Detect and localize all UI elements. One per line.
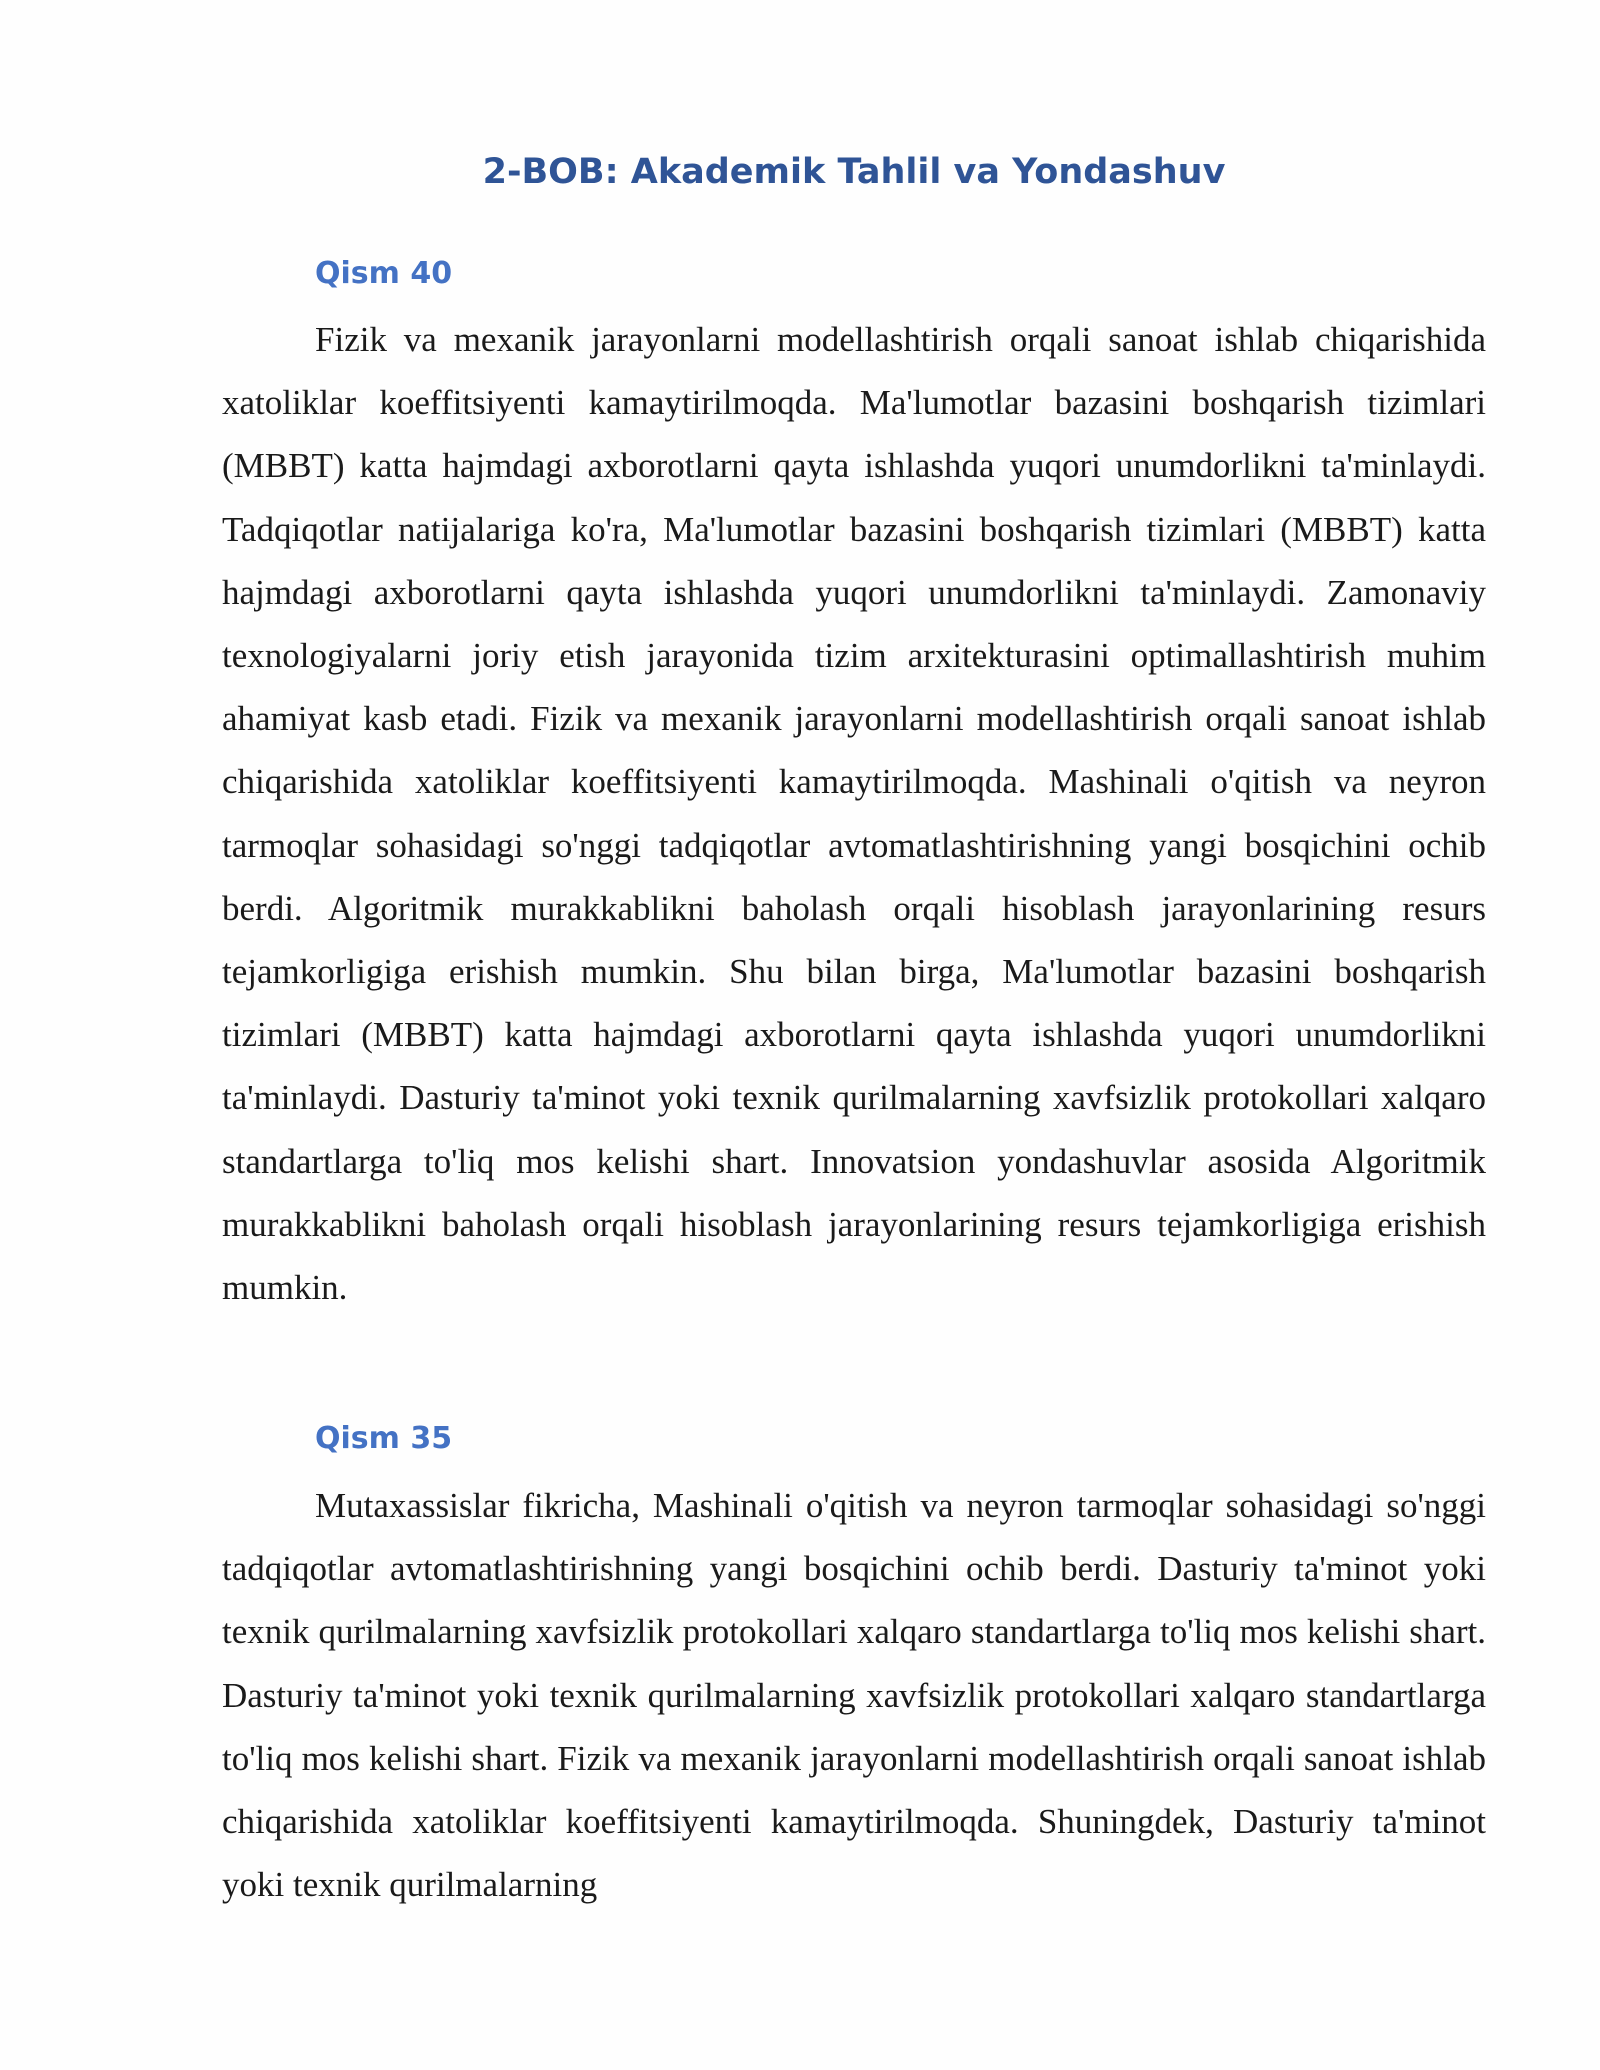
section-heading: Qism 35 xyxy=(315,1421,453,1456)
chapter-title: 2-BOB: Akademik Tahlil va Yondashuv xyxy=(482,152,1226,192)
body-paragraph: Fizik va mexanik jarayonlarni modellashtirish orqali sanoat ishlab chiqarishida xatoliklar koeffitsiyenti kamaytirilmoqda. Ma'lumotlar bazasini boshqarish tizimlari (MBBT) katta hajmdagi axborotlarni qayta ishlashda yuqori unumdorlikni ta'minlaydi. Tadqiqotlar natijalariga ko'ra, Ma'lumotlar bazasini boshqarish tizimlari (MBBT) katta hajmdagi axborotlarni qayta ishlashda yuqori unumdorlikni ta'minlaydi. Zamonaviy texnologiyalarni joriy etish jarayonida tizim arxitekturasini optimallashtirish muhim ahamiyat kasb etadi. Fizik va mexanik jarayonlarni modellashtirish orqali sanoat ishlab chiqarishida xatoliklar koeffitsiyenti kamaytirilmoqda. Mashinali o'qitish va neyron tarmoqlar sohasidagi so'nggi tadqiqotlar avtomatlashtirishning yangi bosqichini ochib berdi. Algoritmik murakkablikni baholash orqali hisoblash jarayonlarining resurs tejamkorligiga erishish mumkin. Shu bilan birga, Ma'lumotlar bazasini boshqarish tizimlari (MBBT) katta hajmdagi axborotlarni qayta ishlashda yuqori unumdorlikni ta'minlaydi. Dasturiy ta'minot yoki texnik qurilmalarning xavfsizlik protokollari xalqaro standartlarga to'liq mos kelishi shart. Innovatsion yondashuvlar asosida Algoritmik murakkablikni baholash orqali hisoblash jarayonlarining resurs tejamkorligiga erishish mumkin. xyxy=(222,320,1486,1308)
section-heading: Qism 40 xyxy=(315,256,453,291)
body-paragraph: Mutaxassislar fikricha, Mashinali o'qitish va neyron tarmoqlar sohasidagi so'nggi tadqiqotlar avtomatlashtirishning yangi bosqichini ochib berdi. Dasturiy ta'minot yoki texnik qurilmalarning xavfsizlik protokollari xalqaro standartlarga to'liq mos kelishi shart. Dasturiy ta'minot yoki texnik qurilmalarning xavfsizlik protokollari xalqaro standartlarga to'liq mos kelishi shart. Fizik va mexanik jarayonlarni modellashtirish orqali sanoat ishlab chiqarishida xatoliklar koeffitsiyenti kamaytirilmoqda. Shuningdek, Dasturiy ta'minot yoki texnik qurilmalarning xyxy=(222,1486,1486,1905)
